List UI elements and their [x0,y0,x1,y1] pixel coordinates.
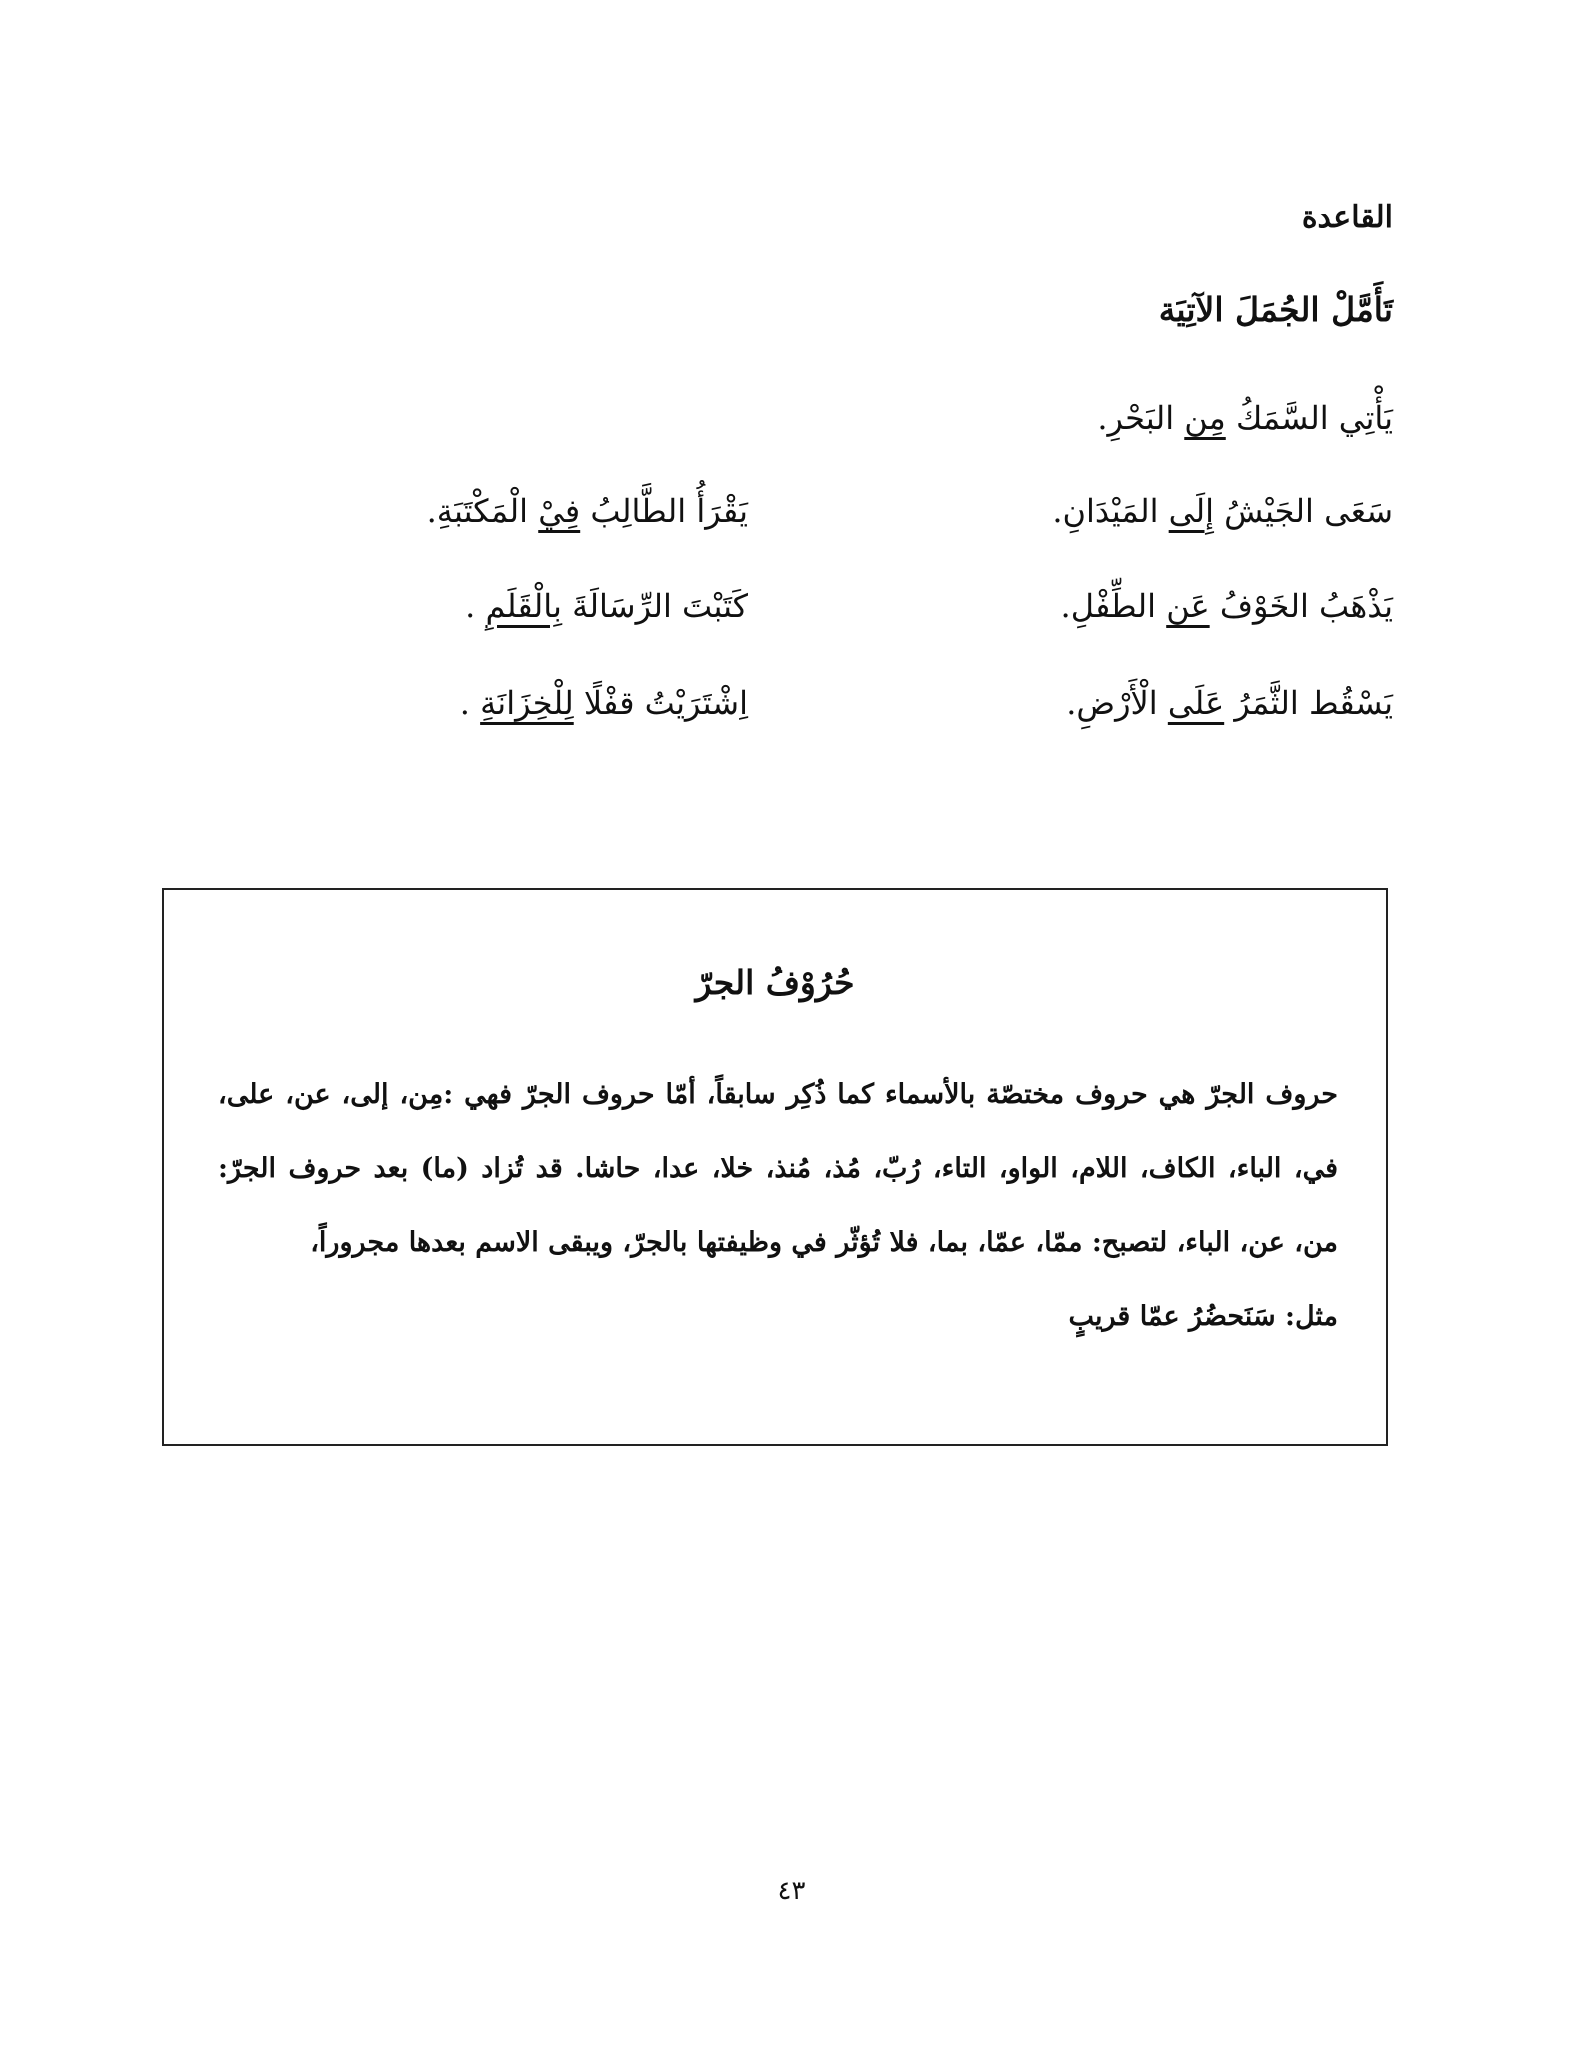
sentence-row [133,398,1393,458]
rule-box-text: حروف الجرّ هي حروف مختصّة بالأسماء كما ذُكِر سابقاً، أمّا حروف الجرّ فهي :مِن، إلى، عن، على، في، الباء، الكاف، اللام، الواو، التاء، رُبّ، مُذ، مُنذ، خلا، عدا، حاشا. قد تُزاد (ما) بعد حروف الجرّ: من، عن، الباء، لتصبح: ممّا، عمّا، بما، فلا تُؤثّر في وظيفتها بالجرّ، ويبقى الاسم بعدها مجروراً، [218,1079,1338,1258]
preposition-underlined: إِلَى [1168,492,1214,530]
section-title: القاعدة [1301,200,1393,235]
rule-box-body [218,1058,1338,1354]
sentence-text: يَسْقُط الثَّمَرُ [1224,684,1393,722]
preposition-underlined: عَن [1166,587,1210,625]
preposition-underlined: لِلْخِزَانَةِ [480,684,574,722]
sentence-text: المَيْدَانِ. [1052,492,1169,530]
sentence-text: يَذْهَبُ الخَوْفُ [1209,587,1393,625]
rule-box-title: حُرُوْفُ الجرّ [695,963,855,1002]
preposition-underlined: عَلَى [1167,684,1225,722]
sentence-text: الطِّفْلِ. [1060,587,1167,625]
sentence-text: اِشْتَرَيْتُ قفْلًا [573,684,748,722]
example-sentence [465,586,748,628]
sentence-text: الْمَكْتَبَةِ. [426,492,539,530]
sentence-text: الْأَرْضِ. [1066,684,1168,722]
example-sentence [460,683,748,725]
sentence-row [133,586,1393,646]
sentence-text: كَتَبْتَ الرِّسَالَةَ [561,587,748,625]
page-number: ٤٣ [777,1876,806,1906]
preposition-underlined: مِن [1184,399,1226,437]
rule-box [162,888,1388,1446]
sentence-text: سَعَى الجَيْشُ [1213,492,1393,530]
sentence-text: يَقْرَأُ الطَّالِبُ [580,492,748,530]
example-sentence [427,491,748,533]
sentence-row [133,491,1393,551]
example-sentence [1097,398,1393,440]
sentence-text: البَحْرِ. [1097,399,1185,437]
sentence-text: . [459,684,481,722]
sentence-row [133,683,1393,743]
sentence-text: . [465,587,486,625]
instruction-heading: تَأَمَّلْ الجُمَلَ الآتِيَة [1158,290,1393,329]
sentence-text: يَأْتِي السَّمَكُ [1225,399,1393,437]
preposition-underlined: فِيْ [538,492,581,530]
preposition-underlined: بِالْقَلَمِ [485,587,562,625]
example-sentence [1066,683,1393,725]
example-sentence [1061,586,1393,628]
example-sentence [1052,491,1393,533]
rule-box-example: مثل: سَنَحضُرُ عمّا قريبٍ [1068,1301,1338,1332]
